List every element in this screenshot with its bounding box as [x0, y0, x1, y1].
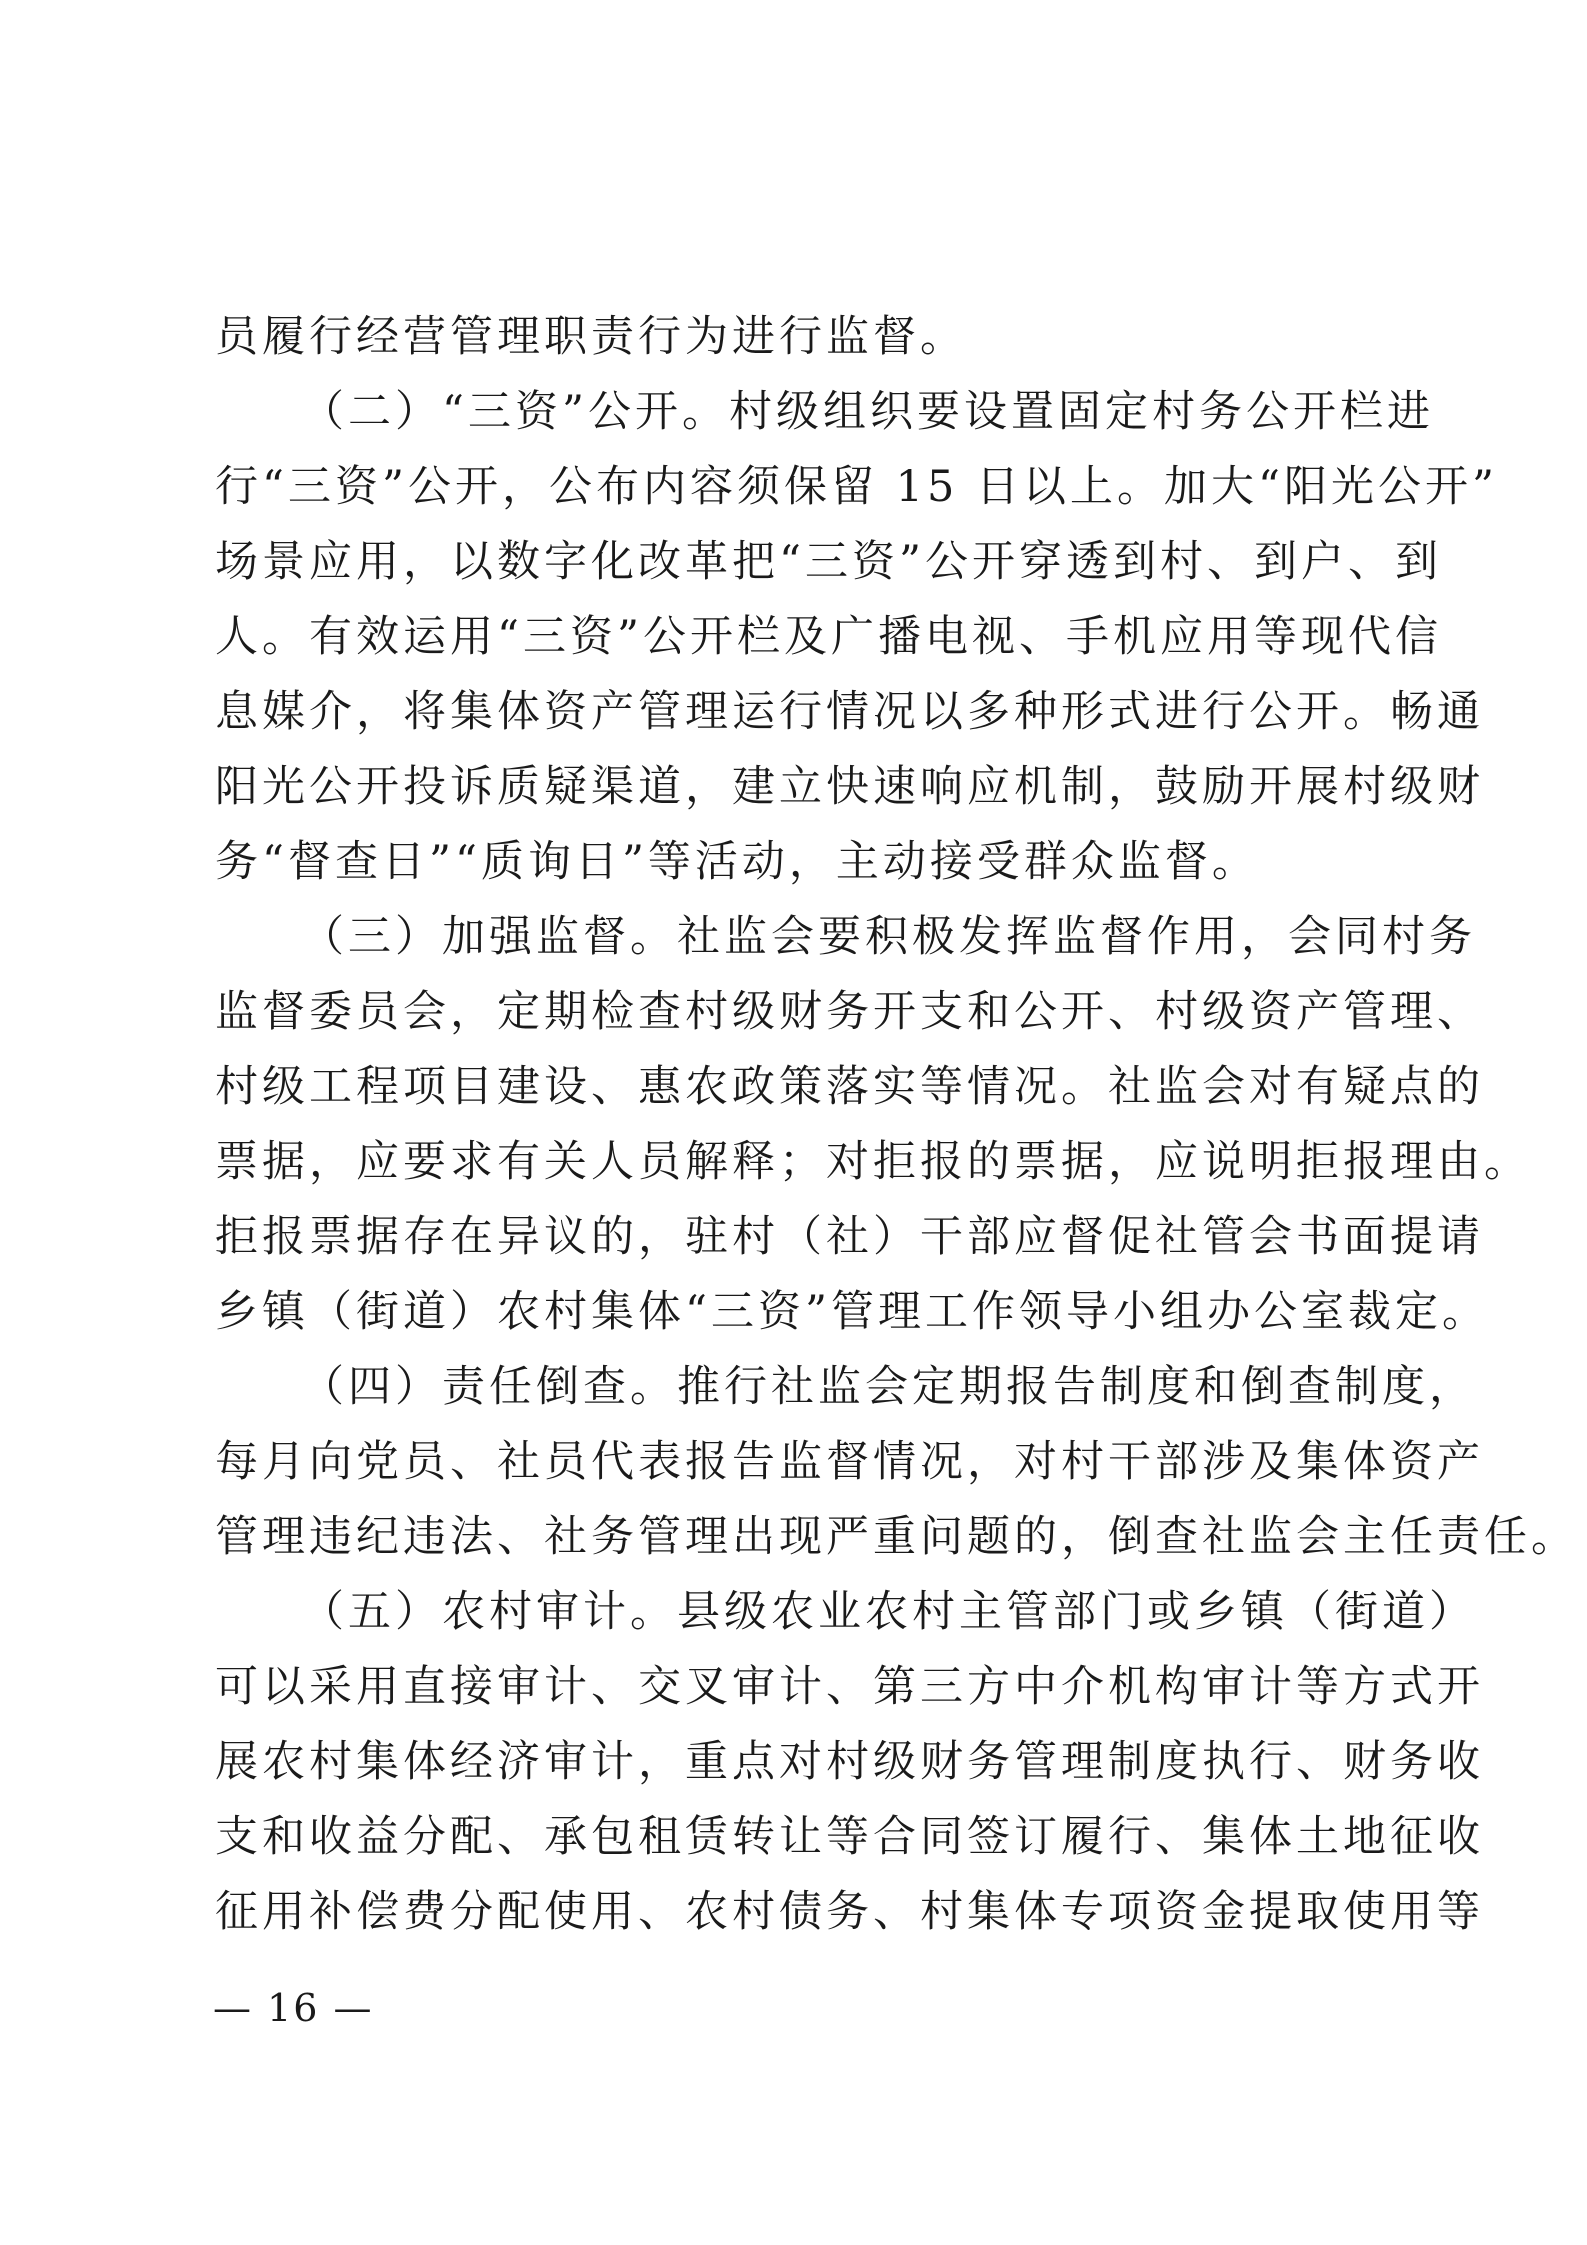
text-line: 管理违纪违法、社务管理出现严重问题的，倒查社监会主任责任。 — [215, 1512, 1578, 1562]
text-line: 务“督查日”“质询日”等活动，主动接受群众监督。 — [215, 837, 1259, 887]
text-line: （三）加强监督。社监会要积极发挥监督作用，会同村务 — [301, 912, 1476, 962]
text-line: 场景应用，以数字化改革把“三资”公开穿透到村、到户、到 — [215, 537, 1442, 587]
text-line: （二）“三资”公开。村级组织要设置固定村务公开栏进 — [301, 387, 1434, 437]
text-line: （五）农村审计。县级农业农村主管部门或乡镇（街道） — [301, 1587, 1476, 1637]
text-line: （四）责任倒查。推行社监会定期报告制度和倒查制度， — [301, 1362, 1476, 1412]
text-line: 行“三资”公开，公布内容须保留 15 日以上。加大“阳光公开” — [215, 462, 1498, 512]
text-line: 支和收益分配、承包租赁转让等合同签订履行、集体土地征收 — [215, 1812, 1484, 1862]
text-line: 拒报票据存在异议的，驻村（社）干部应督促社管会书面提请 — [215, 1212, 1484, 1262]
text-line: 乡镇（街道）农村集体“三资”管理工作领导小组办公室裁定。 — [215, 1287, 1489, 1337]
text-line: 员履行经营管理职责行为进行监督。 — [215, 312, 967, 362]
text-line: 每月向党员、社员代表报告监督情况，对村干部涉及集体资产 — [215, 1437, 1484, 1487]
text-line: 票据，应要求有关人员解释；对拒报的票据，应说明拒报理由。 — [215, 1137, 1531, 1187]
body-text — [215, 300, 1578, 1950]
text-line: 征用补偿费分配使用、农村债务、村集体专项资金提取使用等 — [215, 1887, 1484, 1937]
text-line: 人。有效运用“三资”公开栏及广播电视、手机应用等现代信 — [215, 612, 1442, 662]
text-line: 可以采用直接审计、交叉审计、第三方中介机构审计等方式开 — [215, 1662, 1484, 1712]
text-line: 息媒介，将集体资产管理运行情况以多种形式进行公开。畅通 — [215, 687, 1484, 737]
text-line: 阳光公开投诉质疑渠道，建立快速响应机制，鼓励开展村级财 — [215, 762, 1484, 812]
text-line: 展农村集体经济审计，重点对村级财务管理制度执行、财务收 — [215, 1737, 1484, 1787]
text-line: 村级工程项目建设、惠农政策落实等情况。社监会对有疑点的 — [215, 1062, 1484, 1112]
text-line: 监督委员会，定期检查村级财务开支和公开、村级资产管理、 — [215, 987, 1484, 1037]
page-number: — 16 — — [213, 1986, 374, 2030]
